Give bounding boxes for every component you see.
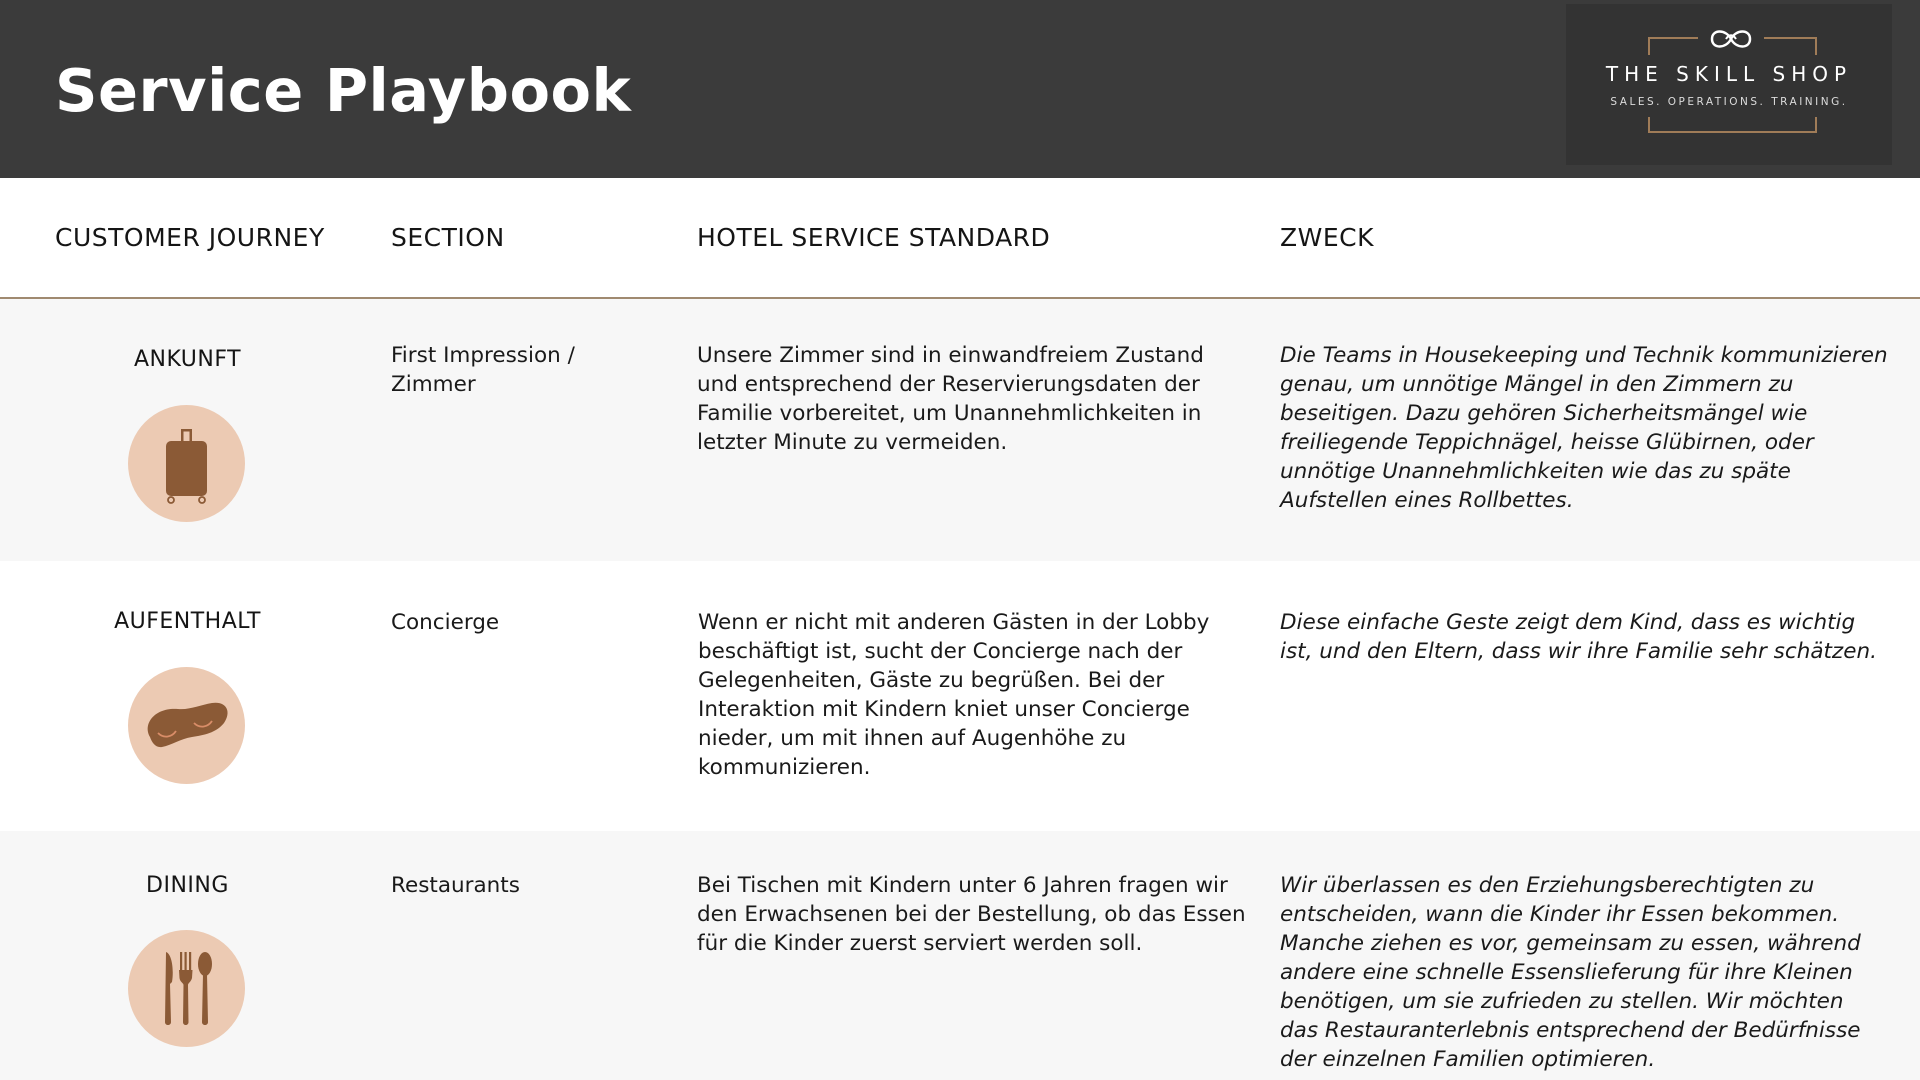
- logo-frame-bottom: [1648, 117, 1817, 133]
- journey-stage: ANKUNFT: [133, 347, 242, 372]
- column-header-standard: HOTEL SERVICE STANDARD: [697, 223, 1051, 252]
- suitcase-icon: [128, 405, 245, 522]
- section-cell: Concierge: [391, 610, 500, 635]
- skill-shop-logo: [1566, 4, 1892, 165]
- table-row: [0, 561, 1920, 831]
- page-title: Service Playbook: [55, 56, 632, 125]
- logo-tagline: SALES. OPERATIONS. TRAINING.: [1610, 96, 1848, 108]
- journey-stage: AUFENTHALT: [114, 609, 261, 634]
- purpose-cell: Diese einfache Geste zeigt dem Kind, dass es wichtig ist, und den Eltern, dass wir ihre Familie sehr schätzen.: [1280, 610, 1877, 664]
- logo-name: THE SKILL SHOP: [1605, 62, 1853, 86]
- section-cell: First Impression / Zimmer: [391, 343, 575, 397]
- standard-cell: Unsere Zimmer sind in einwandfreiem Zustand und entsprechend der Reservierungsdaten der Familie vorbereitet, um Unannehmlichkeiten in letzter Minute zu vermeiden.: [697, 343, 1204, 455]
- sleep-mask-icon: [128, 667, 245, 784]
- purpose-cell: Die Teams in Housekeeping und Technik kommunizieren genau, um unnötige Mängel in den Zimmern zu beseitigen. Dazu gehören Sicherheitsmängel wie freiliegende Teppichnägel, heisse Glübirnen, oder unnötige Unannehmlichkeiten wie das zu späte Aufstellen eines Rollbettes.: [1280, 343, 1888, 513]
- table-row: [0, 831, 1920, 1080]
- standard-cell: Wenn er nicht mit anderen Gästen in der Lobby beschäftigt ist, sucht der Concierge nach der Gelegenheiten, Gäste zu begrüßen. Bei der Interaktion mit Kindern kniet unser Concierge nieder, um mit ihnen auf Augenhöhe zu kommunizieren.: [698, 610, 1210, 780]
- column-header-section: SECTION: [391, 223, 505, 252]
- table-row: [0, 299, 1920, 561]
- infinity-icon: [1704, 24, 1758, 54]
- column-header-purpose: ZWECK: [1280, 223, 1374, 252]
- journey-stage: DINING: [146, 873, 229, 898]
- section-cell: Restaurants: [391, 873, 520, 898]
- cutlery-icon: [128, 930, 245, 1047]
- standard-cell: Bei Tischen mit Kindern unter 6 Jahren fragen wir den Erwachsenen bei der Bestellung, ob das Essen für die Kinder zuerst serviert werden soll.: [697, 873, 1246, 956]
- column-header-journey: CUSTOMER JOURNEY: [55, 223, 325, 252]
- purpose-cell: Wir überlassen es den Erziehungsberechtigten zu entscheiden, wann die Kinder ihr Essen bekommen. Manche ziehen es vor, gemeinsam zu essen, während andere eine schnelle Essenslieferung für ihre Kleinen benötigen, um sie zufrieden zu stellen. Wir möchten das Restauranterlebnis entsprechend der Bedürfnisse der einzelnen Familien optimieren.: [1280, 873, 1861, 1072]
- header-bar: [0, 0, 1920, 178]
